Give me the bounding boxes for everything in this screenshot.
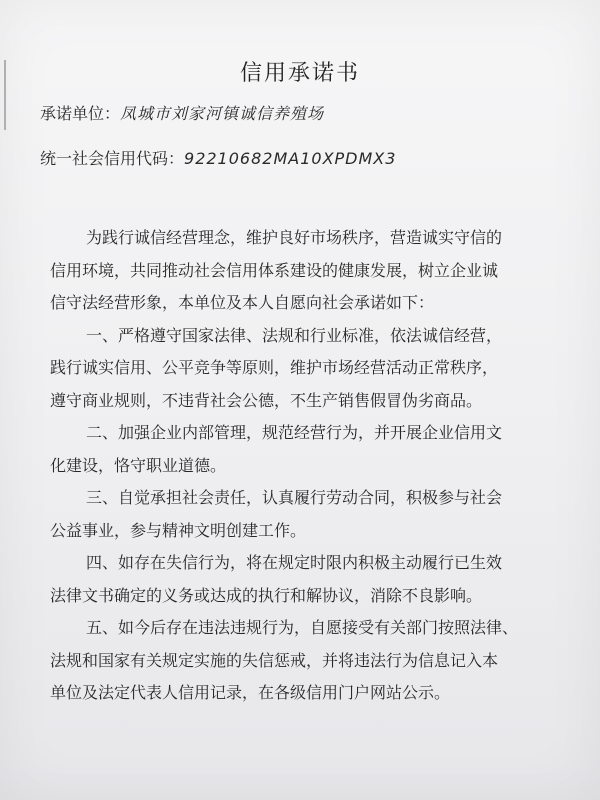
- paragraph-line: 法规和国家有关规定实施的失信惩戒，并将违法行为信息记入本: [50, 650, 499, 670]
- paragraph-line: 法律文书确定的义务或达成的执行和解协议，消除不良影响。: [50, 585, 483, 605]
- paragraph-item-5: [50, 612, 550, 710]
- unit-value-handwritten: 凤城市刘家河镇诚信养殖场: [120, 104, 325, 123]
- paragraph-line: 二、加强企业内部管理，规范经营行为，并开展企业信用文: [86, 423, 503, 442]
- document-title: 信用承诺书: [239, 61, 360, 86]
- paragraph-line: 践行诚实信用、公平竞争等原则，维护市场经营活动正常秩序，: [50, 358, 499, 377]
- paragraph-line: 信守法经营形象，本单位及本人自愿向社会承诺如下：: [50, 293, 435, 312]
- paragraph-line: 信用环境，共同推动社会信用体系建设的健康发展，树立企业诚: [50, 260, 499, 280]
- paragraph-line: 化建设，恪守职业道德。: [50, 455, 227, 475]
- paragraph-line: 一、严格遵守国家法律、法规和行业标准，依法诚信经营，: [86, 325, 503, 345]
- unit-label: 承诺单位：: [40, 104, 121, 123]
- paragraph-line: 遵守商业规则，不违背社会公德，不生产销售假冒伪劣商品。: [50, 390, 483, 410]
- credit-code-label: 统一社会信用代码：: [40, 149, 185, 168]
- paragraph-line: 五、如今后存在违法违规行为，自愿接受有关部门按照法律、: [86, 618, 519, 637]
- paragraph-intro: [50, 222, 550, 320]
- unit-row: [40, 101, 580, 124]
- credit-code-value-handwritten: 92210682MA10XPDMX3: [184, 149, 397, 168]
- paragraph-item-3: [50, 482, 550, 547]
- paragraph-line: 单位及法定代表人信用记录，在各级信用门户网站公示。: [50, 683, 451, 702]
- credit-code-row: [40, 146, 580, 169]
- paragraph-item-1: [50, 320, 550, 418]
- paragraph-line: 公益事业，参与精神文明创建工作。: [50, 520, 307, 540]
- pledge-body: [50, 222, 550, 710]
- paragraph-line: 四、如存在失信行为，将在规定时限内积极主动履行已生效: [86, 553, 503, 572]
- paragraph-item-4: [50, 547, 550, 612]
- paragraph-item-2: [50, 417, 550, 482]
- paragraph-line: 三、自觉承担社会责任，认真履行劳动合同，积极参与社会: [86, 488, 503, 507]
- paragraph-line: 为践行诚信经营理念，维护良好市场秩序，营造诚实守信的: [86, 228, 503, 247]
